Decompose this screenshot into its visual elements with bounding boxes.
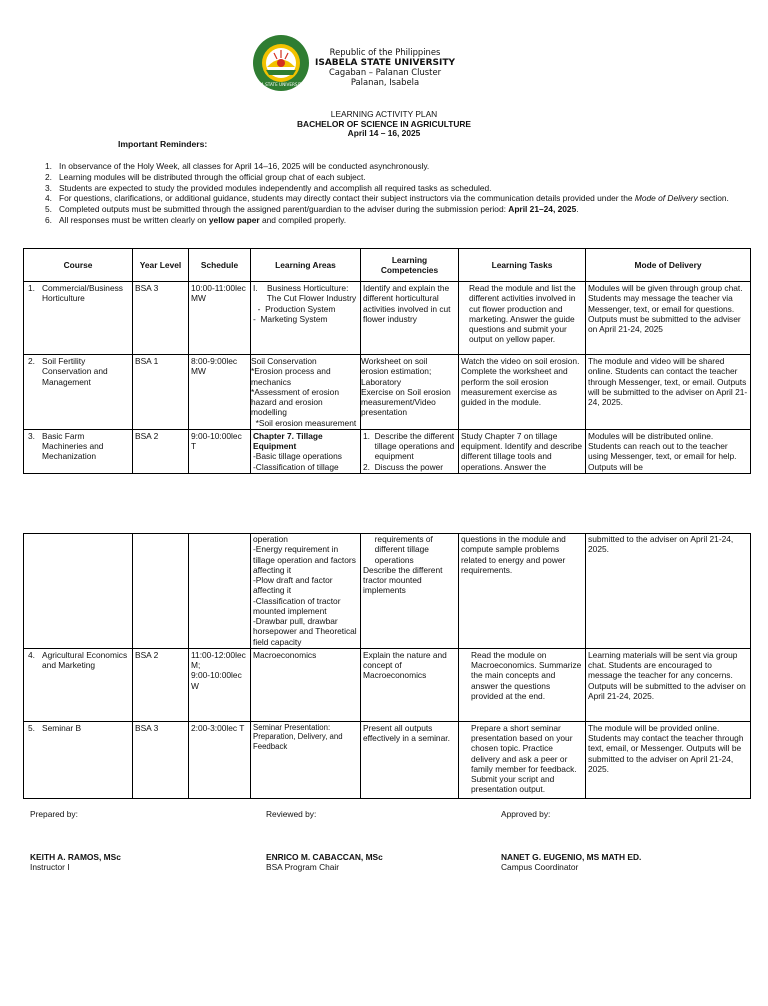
competencies-cell: 1. Describe the different tillage operations and equipment 2. Discuss the power (361, 429, 459, 473)
location-line: Palanan, Isabela (350, 76, 420, 87)
reminder-item: 3. Students are expected to study the provided modules independently and accomplish all required tasks as scheduled. (45, 182, 492, 193)
course-cell: 5. Seminar B (24, 721, 133, 798)
title-line-3: April 14 – 16, 2025 (347, 128, 421, 139)
document-title (0, 110, 768, 139)
title-line-2: BACHELOR OF SCIENCE IN AGRICULTURE (296, 118, 471, 129)
delivery-cell: Learning materials will be sent via group chat. Students are encouraged to message the teacher for any concerns. Outputs will be submitted to the adviser on April 21-24, 2025. (586, 648, 751, 721)
reviewed-by-name: ENRICO M. CABACCAN, MSc (266, 852, 383, 862)
course-cell: 2. Soil Fertility Conservation and Management (24, 355, 133, 430)
table-row (24, 355, 751, 430)
table-header-row (24, 249, 751, 282)
learning-plan-table-page2 (23, 533, 751, 799)
year-cell: BSA 3 (133, 721, 189, 798)
course-cell: 3. Basic Farm Machineries and Mechanization (24, 429, 133, 473)
areas-cell: Soil Conservation *Erosion process and mechanics *Assessment of erosion hazard and erosion modelling *Soil erosion measurement (251, 355, 361, 430)
title-line-1: LEARNING ACTIVITY PLAN (330, 109, 438, 119)
competencies-cell: requirements of different tillage operations Describe the different tractor mounted implements (361, 534, 459, 649)
reminders-list (45, 161, 745, 226)
areas-cell: operation -Energy requirement in tillage operation and factors affecting it -Plow draft and factor affecting it -Classification of tractor mounted implement -Drawbar pull, drawbar horsepower and Theoretical field capacity (251, 534, 361, 649)
table-row (24, 534, 751, 649)
course-cell: 1. Commercial/Business Horticulture (24, 282, 133, 355)
delivery-cell: The module and video will be shared online. Students can contact the teacher through Messenger, text, or email. Outputs will be submitted to the adviser on April 21-24, 2025. (586, 355, 751, 430)
institution-header (310, 48, 460, 87)
competencies-cell: Present all outputs effectively in a seminar. (361, 721, 459, 798)
delivery-cell: Modules will be distributed online. Students can reach out to the teacher using Messenger, text, or email for help. Outputs will be (586, 429, 751, 473)
prepared-by-name: KEITH A. RAMOS, MSc (30, 852, 121, 862)
delivery-cell: submitted to the adviser on April 21-24, 2025. (586, 534, 751, 649)
reminder-item: 6. All responses must be written clearly on yellow paper and compiled properly. (45, 214, 347, 225)
prepared-by-role: Instructor I (30, 862, 70, 872)
col-header-learning-competencies: Learning Competencies (361, 249, 459, 282)
tasks-cell: Read the module and list the different activities involved in cut flower production and marketing. Answer the guide questions and submit your output on yellow paper. (459, 282, 586, 355)
reminder-item: 2. Learning modules will be distributed through the official group chat of each subject. (45, 171, 366, 182)
schedule-cell: 10:00-11:00lec MW (189, 282, 251, 355)
col-header-schedule: Schedule (189, 249, 251, 282)
course-cell: 4. Agricultural Economics and Marketing (24, 648, 133, 721)
col-header-year-level: Year Level (133, 249, 189, 282)
prepared-by-label: Prepared by: (30, 809, 78, 819)
areas-cell: I. Business Horticulture: The Cut Flower Industry - Production System - Marketing System (251, 282, 361, 355)
university-seal-logo (246, 34, 316, 92)
year-cell: BSA 2 (133, 648, 189, 721)
tasks-cell: Study Chapter 7 on tillage equipment. Identify and describe different tillage tools and operations. Answer the (459, 429, 586, 473)
col-header-course: Course (24, 249, 133, 282)
areas-cell: Chapter 7. Tillage Equipment -Basic tillage operations -Classification of tillage (251, 429, 361, 473)
reminder-item: 1. In observance of the Holy Week, all classes for April 14–16, 2025 will be conducted asynchronously. (45, 161, 430, 171)
schedule-cell: 8:00-9:00lec MW (189, 355, 251, 430)
tasks-cell: Read the module on Macroeconomics. Summarize the main concepts and answer the questions provided at the end. (459, 648, 586, 721)
reminders-heading: Important Reminders: (118, 139, 208, 149)
seal-year: ISABELA STATE UNIVERSITY 1978 (246, 82, 316, 87)
table-row (24, 648, 751, 721)
competencies-cell: Explain the nature and concept of Macroeconomics (361, 648, 459, 721)
reviewed-by-label: Reviewed by: (266, 809, 317, 819)
cluster-line: Cagaban – Palanan Cluster (328, 67, 442, 77)
areas-cell: Seminar Presentation: Preparation, Delivery, and Feedback (251, 721, 361, 798)
course-cell (24, 534, 133, 649)
col-header-learning-tasks: Learning Tasks (459, 249, 586, 282)
year-cell (133, 534, 189, 649)
approved-by-role: Campus Coordinator (501, 862, 579, 872)
tasks-cell: Watch the video on soil erosion. Complete the worksheet and perform the soil erosion measurement exercise as guided in the module. (459, 355, 586, 430)
university-name: ISABELA STATE UNIVERSITY (315, 57, 455, 68)
table-row (24, 721, 751, 798)
col-header-mode-of-delivery: Mode of Delivery (586, 249, 751, 282)
col-header-learning-areas: Learning Areas (251, 249, 361, 282)
year-cell: BSA 2 (133, 429, 189, 473)
tasks-cell: Prepare a short seminar presentation based on your chosen topic. Practice delivery and ask a peer or family member for feedback. Submit your script and presentation output. (459, 721, 586, 798)
tasks-cell: questions in the module and compute sample problems related to energy and power requirements. (459, 534, 586, 649)
table-row (24, 282, 751, 355)
areas-cell: Macroeconomics (251, 648, 361, 721)
schedule-cell: 9:00-10:00lec T (189, 429, 251, 473)
competencies-cell: Identify and explain the different horticultural activities involved in cut flower industry (361, 282, 459, 355)
table-row (24, 429, 751, 473)
approved-by-label: Approved by: (501, 809, 551, 819)
year-cell: BSA 3 (133, 282, 189, 355)
reminder-item: 4. For questions, clarifications, or additional guidance, students may directly contact their subject instructors via the communication details provided under the Mode of Delivery section. (45, 193, 729, 204)
competencies-cell: Worksheet on soil erosion estimation; Laboratory Exercise on Soil erosion measurement/Video presentation (361, 355, 459, 430)
reminder-item: 5. Completed outputs must be submitted through the assigned parent/guardian to the adviser during the submission period: April 21–24, 2025. (45, 204, 579, 214)
year-cell: BSA 1 (133, 355, 189, 430)
delivery-cell: Modules will be given through group chat. Students may message the teacher via Messenger, text, or email for questions. Outputs must be submitted to the adviser on April 21-24, 2025 (586, 282, 751, 355)
reviewed-by-role: BSA Program Chair (266, 862, 340, 872)
republic-line: Republic of the Philippines (329, 47, 441, 57)
schedule-cell: 2:00-3:00lec T (189, 721, 251, 798)
delivery-cell: The module will be provided online. Students may contact the teacher through text, email, or Messenger. Outputs will be submitted to the adviser on April 21-24, 2025. (586, 721, 751, 798)
approved-by-name: NANET G. EUGENIO, MS MATH ED. (501, 852, 642, 862)
schedule-cell (189, 534, 251, 649)
schedule-cell: 11:00-12:00lec M; 9:00-10:00lec W (189, 648, 251, 721)
learning-plan-table-page1 (23, 248, 751, 474)
